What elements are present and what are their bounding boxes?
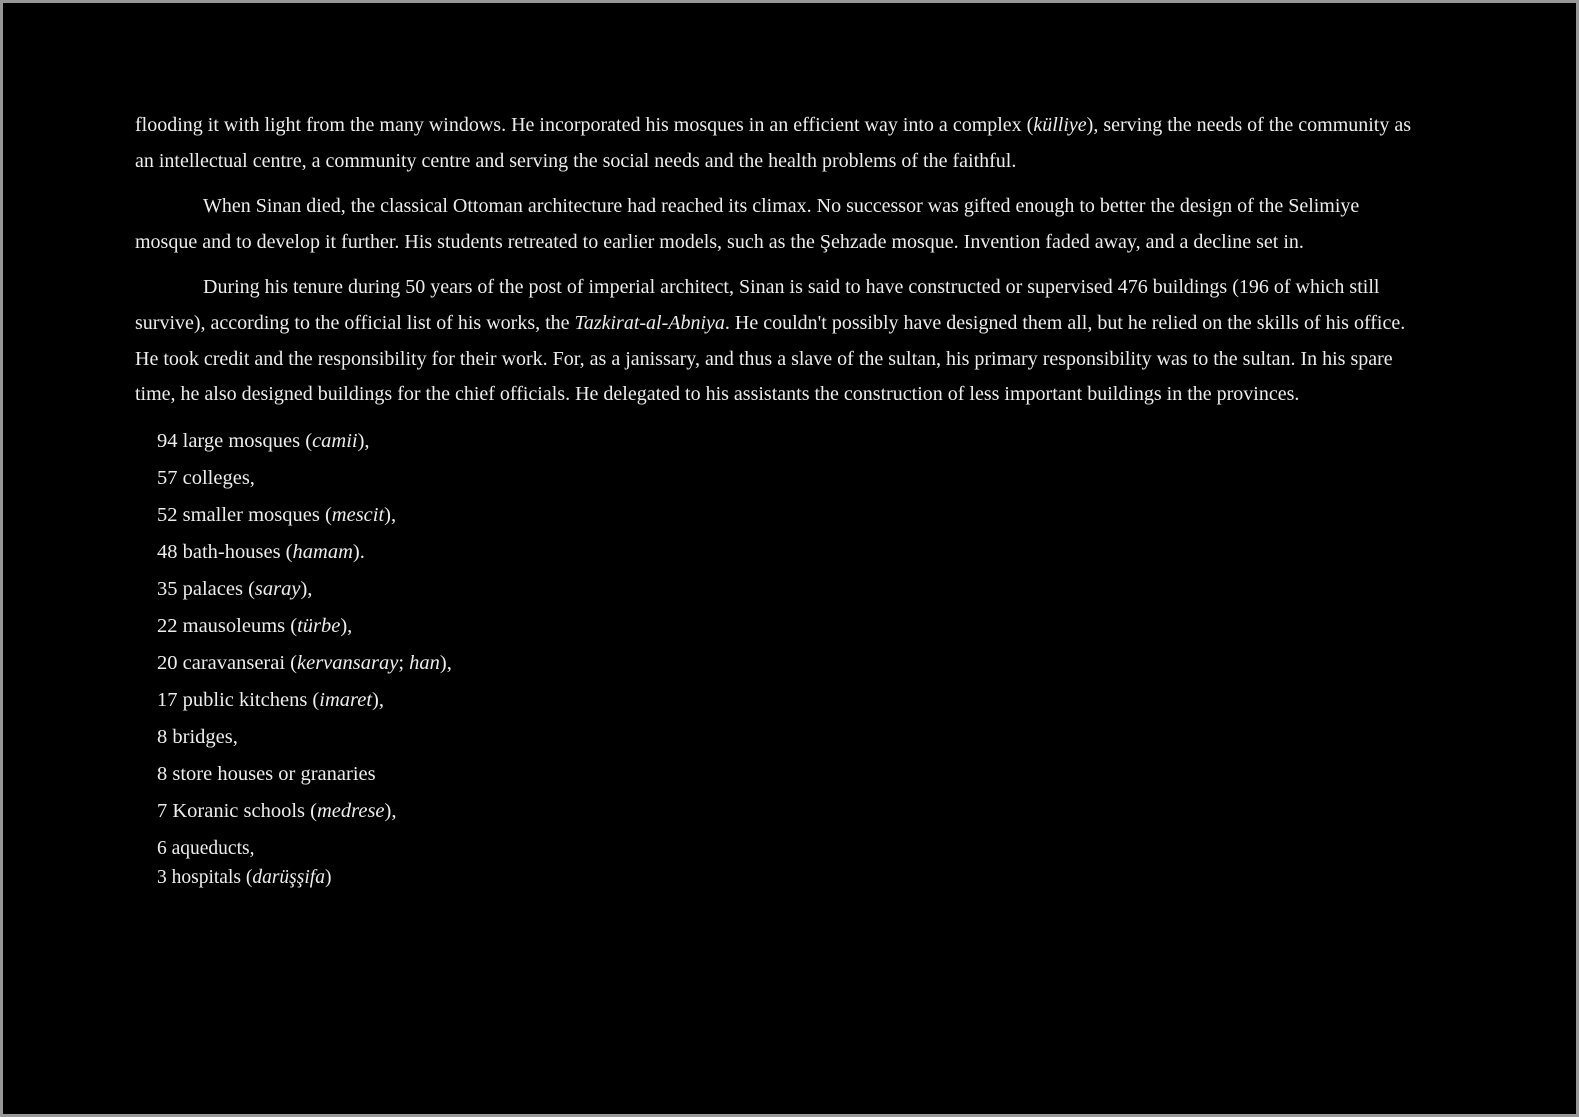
works-list-item [157, 725, 1420, 750]
works-list-item [157, 651, 1420, 676]
text-run: 20 caravanserai ( [157, 651, 297, 674]
text-run: . He couldn't possibly have designed them all, but he relied on the skills of his office. He took credit and the responsibility for their work. For, as a janissary, and thus a slave of the sultan, his primary responsibility was to the sultan. In his spare time, he also designed buildings for the chief officials. He delegated to his assistants the construction of less important buildings in the provinces. [135, 311, 1406, 406]
text-run: When Sinan died, the classical Ottoman architecture had reached its climax. No successor was gifted enough to better the design of the Selimiye mosque and to develop it further. His students retreated to earlier models, such as the Şehzade mosque. Invention faded away, and a decline set in. [135, 195, 1360, 253]
text-run: 8 bridges, [157, 725, 238, 748]
text-run: ), [300, 577, 313, 600]
italic-term: Tazkirat-al-Abniya [574, 311, 725, 334]
italic-term: türbe [297, 614, 341, 637]
text-run: ), [357, 429, 370, 452]
works-list [135, 429, 1420, 890]
text-run: ) [324, 866, 332, 888]
text-run: 57 colleges, [157, 466, 255, 489]
text-run: ; [398, 651, 410, 674]
text-run: 7 Koranic schools ( [157, 799, 317, 822]
text-run: ), [439, 651, 452, 674]
text-run: 17 public kitchens ( [157, 688, 320, 711]
text-run: 6 aqueducts, [157, 837, 255, 859]
text-run: ), [384, 503, 397, 526]
text-run: ). [352, 540, 365, 563]
text-run: 48 bath-houses ( [157, 540, 293, 563]
text-run: ), [372, 688, 384, 711]
text-run: flooding it with light from the many windows. He incorporated his mosques in an efficient way into a complex ( [135, 114, 1034, 136]
text-run: 35 palaces ( [157, 577, 255, 600]
works-list-item [157, 540, 1420, 565]
works-list-item [157, 503, 1420, 528]
works-list-item [157, 688, 1420, 713]
italic-term: han [409, 651, 440, 674]
paragraph-3 [135, 270, 1420, 412]
text-run: 52 smaller mosques ( [157, 503, 332, 526]
works-list-item [157, 762, 1420, 787]
italic-term: hamam [292, 540, 353, 563]
italic-term: külliye [1033, 114, 1087, 136]
works-list-item [157, 614, 1420, 639]
paragraph-2 [135, 189, 1420, 260]
text-run: ), [340, 614, 353, 637]
works-list-item [157, 577, 1420, 602]
works-list-item [157, 799, 1420, 824]
italic-term: medrese [316, 799, 385, 822]
italic-term: mescit [331, 503, 385, 526]
italic-term: imaret [319, 688, 373, 711]
italic-term: kervansaray [297, 651, 399, 674]
text-run: During his tenure during 50 years of the post of imperial architect, Sinan is said to have constructed or supervised 476 buildings (196 of which still survive), according to the official list of his works, the [135, 276, 1380, 334]
text-run: 3 hospitals ( [157, 866, 253, 888]
text-run: 94 large mosques ( [157, 429, 313, 452]
works-list-item [157, 836, 1420, 861]
works-list-item [157, 466, 1420, 491]
works-list-item [157, 429, 1420, 454]
works-list-item [157, 865, 1420, 890]
italic-term: camii [312, 429, 358, 452]
text-run: 8 store houses or granaries [157, 762, 376, 785]
paragraph-1 [135, 108, 1420, 179]
text-run: ), [384, 799, 397, 822]
italic-term: darüşşifa [252, 866, 325, 888]
document-content [135, 108, 1420, 902]
text-run: ), serving the needs of the community as an intellectual centre, a community centre and serving the social needs and the health problems of the faithful. [135, 114, 1412, 172]
italic-term: saray [254, 577, 301, 600]
text-run: 22 mausoleums ( [157, 614, 298, 637]
